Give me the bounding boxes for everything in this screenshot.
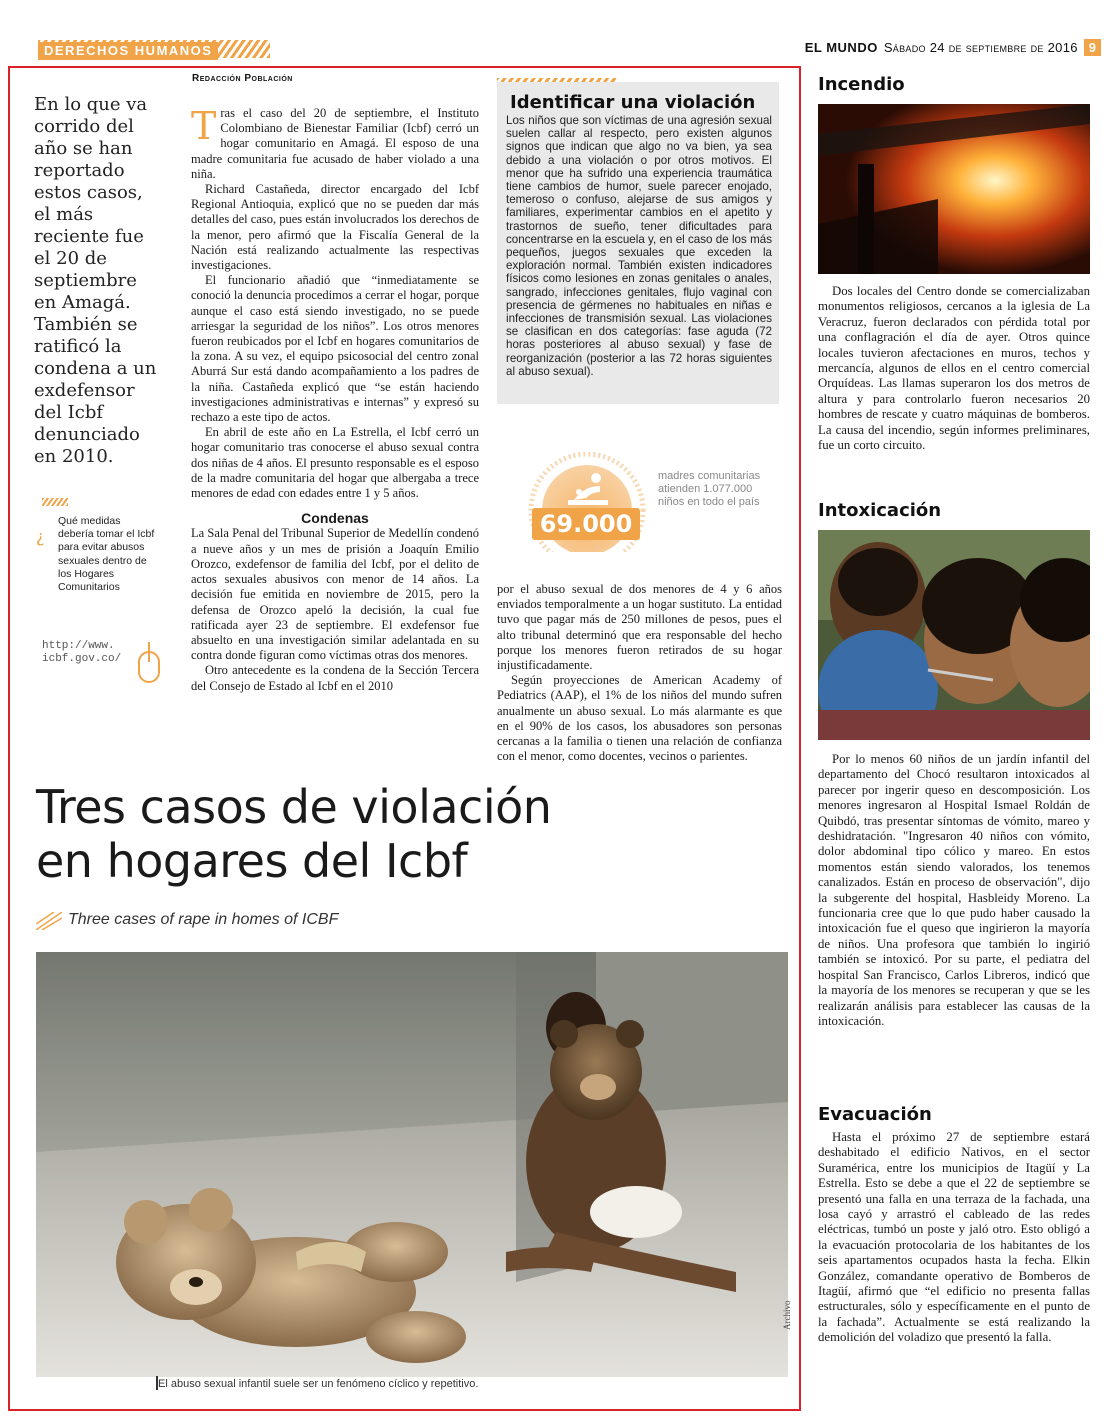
evacuacion-title: Evacuación (818, 1104, 932, 1125)
drop-cap: T (191, 104, 217, 148)
incendio-text: Dos locales del Centro donde se comercializaban monumentos religiosos, cercanos a la iglesia de La Veracruz, fueron declarados con pérdida total por una conflagración el día de ayer. Otros quince locales tuvieron afectaciones en muros, techos y mercancía, algunos de ellos en el centro comercial Orquídeas. Las llamas superaron los dos metros de altura y para controlarlo fueron necesarios 20 hombres de rescate y cuatro máquinas de bomberos. La causa del incendio, según informes preliminares, fue un corto circuito. (818, 284, 1090, 453)
article-column-1 (191, 106, 479, 694)
children-eating-photo (818, 530, 1090, 740)
paragraph: Otro antecedente es la condena de la Sección Tercera del Consejo de Estado al Icbf en el 2010 (191, 663, 479, 693)
dek-accent-icon (36, 912, 62, 930)
paragraph: Tras el caso del 20 de septiembre, el Instituto Colombiano de Bienestar Familiar (Icbf) cerró un hogar comunitario en Amagá. El esposo de una madre comunitaria fue acusado de haber violado a una niña. (191, 104, 479, 181)
paper-name: EL MUNDO (804, 40, 878, 55)
stat-description: madres comunitarias atienden 1.077.000 niños en todo el país (658, 470, 761, 508)
question-mark: ¿ (36, 527, 45, 546)
photo-credit: Archivo (782, 1300, 792, 1330)
url-line-1: http://www. (42, 640, 115, 652)
paragraph: Según proyecciones de American Academy of Pediatrics (AAP), el 1% de los niños del mundo sufren anualmente un abuso sexual. Lo más alarmante es que en el 90% de los casos, los abusadores son personas cercanas a la familia o tienen una relación de confianza con el menor, como docentes, vecinos o parientes. (497, 673, 782, 764)
page-number: 9 (1084, 39, 1101, 56)
evacuacion-text: Hasta el próximo 27 de septiembre estará deshabitado el edificio Nativos, en el sector Suramérica, entre los municipios de Itagüí y La Estrella. Esto se debe a que el 22 de septiembre se presentó una falla en una terraza de la fachada, una losa cayó y arrastró el cableado de las redes eléctricas, tumbó un poste y jaló otro. Esto obligó a la evacuación protocolaria de los habitantes de los seis apartamentos ocupados hasta la fecha. Elkin González, comandante operativo de Bomberos de Itagüí, afirmó que “el edificio no presenta fallas estructurales, sólo y específicamente en el punto de la fachada”. Actualmente se está realizando la demolición del voladizo que presentó la falla. (818, 1130, 1090, 1345)
masthead (805, 39, 1101, 56)
incendio-title: Incendio (818, 74, 905, 95)
mouse-icon (136, 642, 162, 686)
reader-question: Qué medidas debería tomar el Icbf para evitar abusos sexuales dentro de los Hogares Comunitarios (58, 515, 155, 594)
section-tag (38, 40, 270, 58)
teddy-bear-photo (36, 952, 788, 1377)
stat-number: 69.000 (532, 508, 640, 540)
paragraph: El funcionario añadió que “inmediatamente se conoció la denuncia procedimos a cerrar el hogar, porque aunque el caso está siendo investigado, no se puede arriesgar la seguridad de los niños”. Los otros menores fueron reubicados por el Icbf en hogares comunitarios de la zona. A su vez, el equipo psicosocial del centro zonal Aburrá Sur está dando acompañamiento a los padres de la niña. Castañeda explicó que “se están haciendo investigaciones administrativas e internas” y expresó su rechazo a este tipo de actos. (191, 273, 479, 425)
section-label: DERECHOS HUMANOS (38, 42, 218, 60)
paragraph: por el abuso sexual de dos menores de 4 y 6 años enviados temporalmente a un hogar sustituto. La entidad tuvo que pagar más de 250 millones de pesos, pues el alto tribunal determinó que era responsable del hecho porque los menores fueron retirados de su hogar injustificadamente. (497, 582, 782, 673)
byline: Redacción Población (192, 73, 293, 84)
paragraph: En abril de este año en La Estrella, el Icbf cerró un hogar comunitario tras conocerse el abuso sexual contra dos niñas de 4 años. El presunto responsable es el esposo de la madre comunitaria del hogar que albergaba a trece menores de edad con edades entre 1 y 5 años. (191, 425, 479, 501)
question-accent (42, 498, 68, 506)
intoxicacion-title: Intoxicación (818, 500, 942, 521)
fire-photo (818, 104, 1090, 274)
intoxicacion-text: Por lo menos 60 niños de un jardín infantil del departamento del Chocó resultaron intoxicados al parecer por ingerir queso en descomposición. Los menores ingresaron al Hospital Ismael Roldán de Quibdó, tras presentar síntomas de vómito, mareo y deshidratación. "Ingresaron 40 niños con vómito, dolor abdominal tipo cólico y mareo. En estos momentos están siendo valorados, los tenemos canalizados. Están en proceso de observación", dijo la subgerente del hospital, Hasbleidy Moreno. La funcionaria cree que lo que pudo haber causado la intoxicación fue el queso que ingirieron la mayoría de niños. Una profesora que también lo ingirió también se intoxicó. Por su parte, el pediatra del hospital San Francisco, Carlos Libreros, indicó que la mayoría de los menores se recuperan y que se les realizarán análisis para establecer las causas de la intoxicación. (818, 752, 1090, 1028)
sidebar-title: Identificar una violación (510, 92, 756, 113)
photo-caption: El abuso sexual infantil suele ser un fenómeno cíclico y repetitivo. (158, 1378, 479, 1390)
paragraph: Richard Castañeda, director encargado del Icbf Regional Antioquia, explicó que no se pueden dar más detalles del caso, pues están involucrados los derechos de la menor, pero afirmó que la Fiscalía General de la Nación está realizando actualmente las respectivas investigaciones. (191, 182, 479, 273)
english-dek: Three cases of rape in homes of ICBF (68, 911, 339, 928)
headline (36, 780, 756, 888)
headline-line-2: en hogares del Icbf (36, 834, 468, 888)
sidebar-text: Los niños que son víctimas de una agresión sexual suelen callar al respecto, pero existen algunos signos que indican que algo no va bien, ya sea debido a una violación o por otros motivos. El menor que ha sufrido una experiencia traumática tiene cambios de humor, suele parecer enojado, temeroso o confuso, alejarse de sus amigos y familiares, experimentar cambios en el apetito y trastornos de sueño, tener dificultades para concentrarse en la escuela y, en el caso de los más pequeños, juegos sexuales que exceden la exploración normal. También existen indicadores físicos como lesiones en zonas genitales o anales, sangrado, infecciones genitales, flujo vaginal con presencia de gérmenes no habituales en niñas e infecciones de transmisión sexual. Las violaciones se clasifican en dos categorías: fase aguda (72 horas posteriores al abuso sexual) y fase de reorganización (posterior a las 72 horas siguientes al abuso sexual). (506, 114, 772, 378)
url-line-2: icbf.gov.co/ (42, 653, 122, 665)
paragraph: La Sala Penal del Tribunal Superior de Medellín condenó a nueve años y un mes de prisión a Joaquín Emilio Orozco, exdefensor de familia del Icbf, por el delito de actos sexuales abusivos con menor de 14 años. La decisión fue emitida en noviembre de 2015, pero la defensa de Orozco apeló la decisión, la cual fue ratificada ayer 23 de septiembre. El exdefensor fue absuelto en una investigación similar adelantada en su contra donde figuran como víctimas otras dos menores. (191, 526, 479, 663)
issue-date: Sábado 24 de septiembre de 2016 (883, 40, 1078, 55)
headline-line-1: Tres casos de violación (36, 780, 552, 834)
main-photo (36, 952, 788, 1377)
article-column-2 (497, 582, 782, 764)
pull-quote: En lo que va corrido del año se han reportado estos casos, el más reciente fue el 20 de septiembre en Amagá. También se ratificó la condena a un exdefensor del Icbf denunciado en 2010. (34, 94, 157, 467)
website-link[interactable] (42, 640, 121, 666)
subhead-condenas: Condenas (301, 510, 369, 527)
